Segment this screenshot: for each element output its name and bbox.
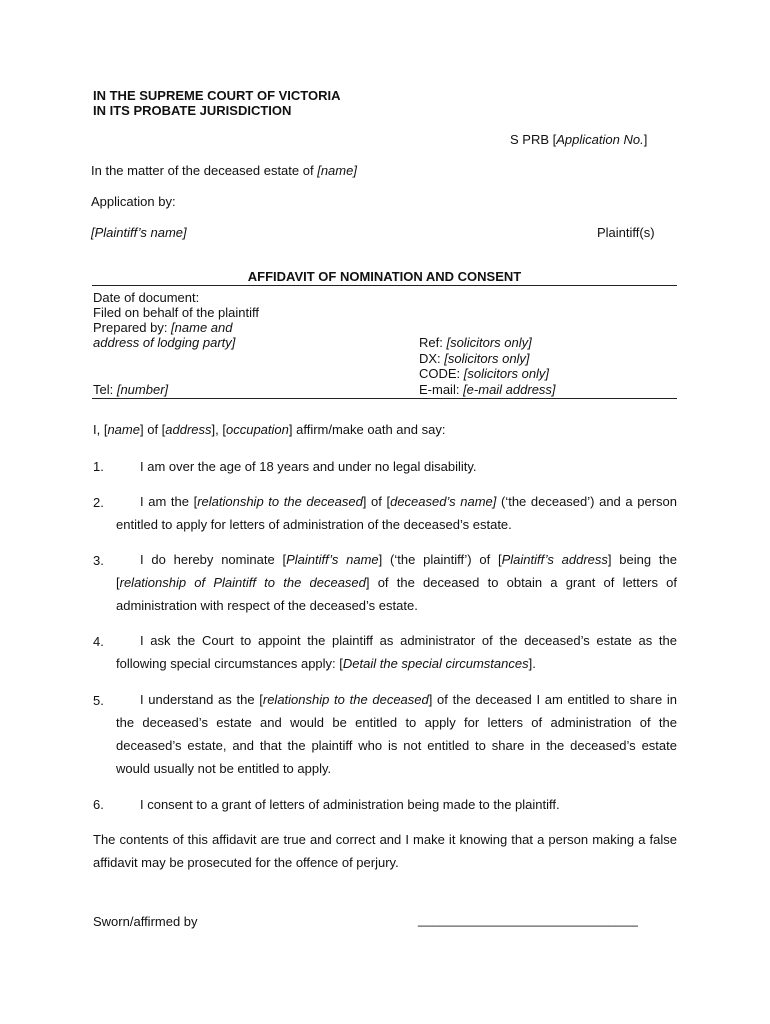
item-number: 6. (93, 797, 104, 812)
email-label: E-mail: (419, 382, 464, 397)
prepared-by-label: Prepared by: (93, 320, 172, 335)
prepared-by-value-line2: address of lodging party] (93, 335, 236, 350)
paragraph-text: ] being the [ (116, 552, 677, 590)
ref-value: [solicitors only] (446, 335, 532, 350)
closing-statement: The contents of this affidavit are true and correct and I make it knowing that a person making a false affidavit may be prosecuted for the offence of perjury. (93, 832, 677, 870)
relationship-placeholder: relationship to the deceased (197, 494, 363, 509)
plaintiff-name-placeholder: Plaintiff’s name (286, 552, 379, 567)
plaintiff-label: Plaintiff(s) (597, 225, 655, 240)
paragraph-text: ] of [ (362, 494, 391, 509)
paragraph-text: I do hereby nominate [ (140, 552, 287, 567)
item-number: 1. (93, 459, 104, 474)
paragraph-1: I am over the age of 18 years and under no legal disability. (140, 459, 477, 474)
intro-address-placeholder: address (165, 422, 212, 437)
special-circumstances-placeholder: Detail the special circumstances (342, 656, 529, 671)
case-ref-placeholder: Application No. (556, 132, 644, 147)
paragraph-6: I consent to a grant of letters of administration being made to the plaintiff. (140, 797, 560, 812)
relationship-placeholder: relationship of Plaintiff to the deceased (119, 575, 366, 590)
code-label: CODE: (419, 366, 464, 381)
relationship-placeholder: relationship to the deceased (262, 692, 429, 707)
paragraph-text: I understand as the [ (140, 692, 263, 707)
signature-line[interactable]: ______________________________ (418, 912, 638, 927)
dx-label: DX: (419, 351, 445, 366)
paragraph-4 (116, 629, 677, 675)
paragraph-text: ]. (528, 656, 536, 671)
case-ref-prefix: S PRB [ (510, 132, 557, 147)
intro-text: ] of [ (139, 422, 166, 437)
matter-line (91, 163, 357, 178)
paragraph-text: I am the [ (140, 494, 198, 509)
details-rule (92, 398, 677, 399)
email (419, 382, 556, 397)
code-value: [solicitors only] (463, 366, 550, 381)
item-number: 5. (93, 693, 104, 708)
title-rule (92, 285, 677, 286)
prepared-by (93, 320, 232, 335)
paragraph-2 (116, 490, 677, 536)
intro-occupation-placeholder: occupation (225, 422, 289, 437)
intro-text: ] affirm/make oath and say: (288, 422, 446, 437)
tel-label: Tel: (93, 382, 117, 397)
dx-value: [solicitors only] (444, 351, 530, 366)
paragraph-text: ] of the deceased to obtain a grant of letters of administration with respect of the deceased’s estate. (116, 575, 678, 613)
deceased-name-placeholder: deceased’s name] (390, 494, 497, 509)
court-name-line1: IN THE SUPREME COURT OF VICTORIA (93, 88, 341, 103)
paragraph-text: I ask the Court to appoint the plaintiff as administrator of the deceased’s estate as the following special circumstances apply: [ (116, 633, 677, 671)
prepared-by-value: [name and (171, 320, 233, 335)
paragraph-text: ] of the deceased I am entitled to share in the deceased’s estate and would be entitled to apply for letters of administration of the deceased’s estate, and that the plaintiff who is not entitled to share in the deceased’s estate would usually not be entitled to apply. (116, 692, 677, 776)
case-ref-suffix: ] (643, 132, 648, 147)
plaintiff-address-placeholder: Plaintiff’s address (501, 552, 608, 567)
case-reference (510, 132, 647, 147)
paragraph-text: ] (‘the plaintiff’) of [ (378, 552, 502, 567)
ref-label: Ref: (419, 335, 447, 350)
tel (93, 382, 168, 397)
sworn-affirmed-by: Sworn/affirmed by (93, 914, 198, 929)
email-value: [e-mail address] (463, 382, 556, 397)
intro-name-placeholder: name (107, 422, 140, 437)
tel-value: [number] (116, 382, 169, 397)
matter-prefix: In the matter of the deceased estate of (91, 163, 318, 178)
intro-text: ], [ (211, 422, 226, 437)
document-title: AFFIDAVIT OF NOMINATION AND CONSENT (247, 269, 522, 284)
paragraph-text: (‘the deceased’) and a person entitled to apply for letters of administration of the deceased’s estate. (116, 494, 677, 532)
court-name-line2: IN ITS PROBATE JURISDICTION (93, 103, 292, 118)
intro-line (93, 422, 445, 437)
code (419, 366, 549, 381)
plaintiff-name-placeholder: [Plaintiff’s name] (91, 225, 187, 240)
dx (419, 351, 530, 366)
deceased-name-placeholder: [name] (317, 163, 357, 178)
item-number: 4. (93, 634, 104, 649)
application-by-label: Application by: (91, 194, 176, 209)
ref (419, 335, 532, 350)
paragraph-3 (116, 548, 677, 617)
filed-on-behalf: Filed on behalf of the plaintiff (93, 305, 259, 320)
item-number: 2. (93, 495, 104, 510)
item-number: 3. (93, 553, 104, 568)
date-of-document: Date of document: (93, 290, 200, 305)
paragraph-5 (116, 688, 677, 780)
intro-text: I, [ (93, 422, 108, 437)
